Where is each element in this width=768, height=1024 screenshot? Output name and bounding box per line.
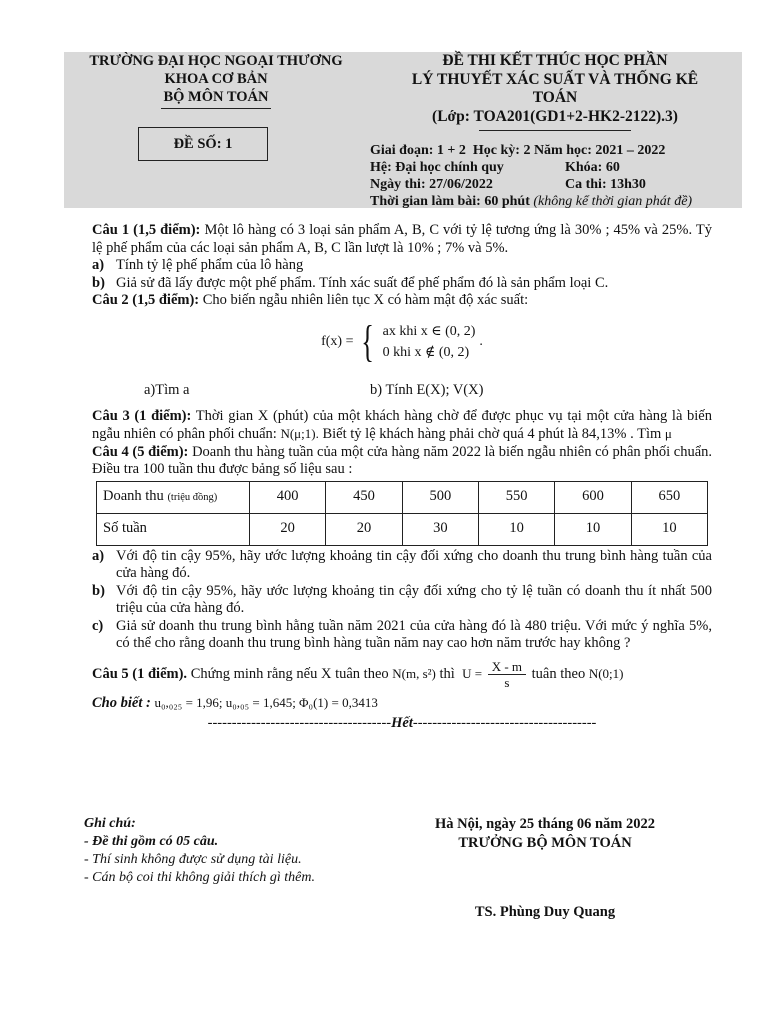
question-4-part-c	[92, 618, 712, 653]
case-1: ax khi x ∈ (0, 2)	[382, 323, 476, 339]
faculty-name: KHOA CƠ BẢN	[164, 71, 268, 87]
question-2	[92, 292, 712, 310]
question-2-part-a: a)Tìm a	[144, 381, 190, 398]
stage: Giai đoạn: 1 + 2	[370, 143, 466, 158]
given-label: Cho biết :	[92, 694, 151, 711]
note-line: - Cán bộ coi thi không giải thích gì thêm.	[84, 870, 315, 885]
table-row	[97, 481, 708, 513]
exam-date: Ngày thi: 27/06/2022	[370, 177, 493, 192]
exam-content	[92, 222, 712, 733]
fraction-numerator: X - m	[488, 659, 526, 675]
function-cases	[383, 321, 476, 363]
exam-title-block	[370, 52, 740, 131]
signer-name: TS. Phùng Duy Quang	[474, 904, 616, 920]
end-text: Hết	[391, 715, 413, 731]
mu-symbol: μ	[664, 426, 672, 441]
question-2-text: Cho biến ngẫu nhiên liên tục X có hàm mật độ xác suất:	[202, 292, 529, 308]
note-line: - Thí sinh không được sử dụng tài liệu.	[84, 852, 302, 867]
given-formula: u₀,₀₂₅ = 1,96; u₀,₀₅ = 1,645; Φ₀(1) = 0,3413	[154, 694, 378, 710]
table-cell: 650	[631, 481, 707, 513]
question-5-text-end: tuân theo	[531, 665, 586, 682]
exam-duration: Thời gian làm bài: 60 phút	[370, 194, 530, 209]
question-2-part-b: b) Tính E(X); V(X)	[370, 381, 484, 398]
function-lhs: f(x) =	[321, 333, 354, 349]
notes-block	[84, 815, 346, 887]
table-cell: 500	[402, 481, 478, 513]
standard-normal: N(0;1)	[588, 665, 624, 681]
school-name: TRƯỜNG ĐẠI HỌC NGOẠI THƯƠNG	[89, 53, 343, 69]
question-2-parts	[92, 372, 712, 408]
function-end: .	[479, 333, 483, 349]
table-cell: 450	[326, 481, 402, 513]
row-unit: (triệu đồng)	[167, 491, 218, 503]
study-system: Hệ: Đại học chính quy	[370, 160, 504, 175]
question-4-part-a	[92, 548, 712, 583]
exam-info	[370, 142, 742, 210]
subject-title-cont: TOÁN	[532, 89, 578, 106]
part-text: Với độ tin cậy 95%, hãy ước lượng khoảng tin cậy đối xứng cho tỷ lệ tuần có doanh thu ít nhất 500 triệu của cửa hàng đó.	[116, 582, 712, 616]
subject-title: LÝ THUYẾT XÁC SUẤT VÀ THỐNG KÊ	[411, 70, 699, 88]
dashes-right: --------------------------------------	[412, 715, 597, 731]
table-cell: 400	[250, 481, 326, 513]
given-values	[92, 694, 712, 713]
question-1-title: Câu 1 (1,5 điểm):	[92, 222, 201, 238]
table-cell: 10	[478, 513, 554, 545]
part-text: Giả sử đã lấy được một phế phẩm. Tính xác suất để phế phẩm đó là sản phẩm loại C.	[116, 274, 609, 291]
note-line: - Đề thi gồm có 05 câu.	[84, 834, 219, 849]
part-text: Giả sử doanh thu trung bình hằng tuần năm 2021 của cửa hàng đó là 480 triệu. Với mức ý nghĩa 5%, có thể cho rằng doanh thu trung bình hàng tuần năm nay cao hơn năm trước hay không ?	[116, 617, 712, 651]
table-cell: 600	[555, 481, 631, 513]
question-4-part-b	[92, 583, 712, 618]
question-1-part-a	[92, 257, 712, 275]
table-cell: 20	[326, 513, 402, 545]
question-2-title: Câu 2 (1,5 điểm):	[92, 292, 200, 308]
question-4-text: Doanh thu hàng tuần của một cửa hàng năm 2022 là biến ngẫu nhiên có phân phối chuẩn. Điều tra 100 tuần thu được bảng số liệu sau :	[92, 443, 713, 477]
case-2: 0 khi x ∉ (0, 2)	[382, 344, 470, 360]
question-3-text: Thời gian X (phút) của một khách hàng chờ để được phục vụ tại một cửa hàng là biến ngẫu nhiên có phân phối chuẩn:	[92, 407, 712, 442]
part-text: Tính tỷ lệ phế phẩm của lô hàng	[116, 257, 304, 273]
question-1	[92, 222, 712, 257]
table-cell: 30	[402, 513, 478, 545]
place-date: Hà Nội, ngày 25 tháng 06 năm 2022	[435, 816, 655, 832]
notes-title: Ghi chú:	[84, 816, 136, 831]
semester-year: Học kỳ: 2 Năm học: 2021 – 2022	[472, 143, 666, 158]
table-header-cell: Số tuần	[97, 513, 250, 545]
brace-icon: {	[361, 316, 375, 366]
class-code: (Lớp: TOA201(GD1+2-HK2-2122).3)	[432, 107, 678, 125]
exam-title: ĐỀ THI KẾT THÚC HỌC PHẦN	[442, 52, 668, 69]
question-5-text: Chứng minh rằng nếu X tuân theo	[190, 665, 389, 682]
normal-distribution: N(m, s²)	[392, 665, 436, 681]
question-4	[92, 444, 712, 479]
duration-note: (không kể thời gian phát đề)	[533, 194, 693, 209]
exam-number-box: ĐỀ SỐ: 1	[138, 127, 268, 161]
part-text: Với độ tin cậy 95%, hãy ước lượng khoảng tin cậy đối xứng cho doanh thu trung bình hàng tuần của cửa hàng đó.	[116, 547, 712, 581]
question-3-text-cont: Biết tỷ lệ khách hàng phải chờ quá 4 phút là 84,13% . Tìm	[322, 426, 662, 442]
fraction-denominator: s	[504, 674, 510, 690]
divider	[161, 108, 271, 109]
part-label: b)	[92, 274, 105, 291]
course: Khóa: 60	[565, 160, 620, 175]
question-5	[92, 659, 712, 690]
end-marker	[92, 715, 712, 733]
question-4-title: Câu 4 (5 điểm):	[92, 443, 189, 460]
institution-block	[66, 52, 366, 109]
question-5-title: Câu 5 (1 điểm).	[92, 665, 188, 682]
question-1-text: Một lô hàng có 3 loại sản phẩm A, B, C với tỷ lệ tương ứng là 30% ; 45% và 25%. Tỷ lệ phế phẩm của các loại sản phẩm A, B, C lần lượt là 10% ; 7% và 5%.	[92, 222, 712, 256]
exam-shift: Ca thi: 13h30	[565, 177, 646, 192]
table-header-cell	[97, 481, 250, 513]
table-cell: 550	[478, 481, 554, 513]
department-name: BỘ MÔN TOÁN	[163, 89, 269, 105]
signature-block	[400, 815, 690, 853]
table-cell: 10	[555, 513, 631, 545]
density-function	[92, 316, 712, 366]
question-1-part-b	[92, 275, 712, 293]
question-5-text-cont: thì	[439, 665, 455, 682]
question-3-title: Câu 3 (1 điểm):	[92, 407, 192, 424]
signer-role: TRƯỞNG BỘ MÔN TOÁN	[458, 835, 632, 851]
part-label: a)	[92, 257, 105, 273]
part-label: b)	[92, 582, 105, 599]
question-3	[92, 408, 712, 444]
revenue-table	[96, 481, 708, 546]
u-lhs: U =	[462, 665, 483, 681]
u-fraction	[488, 659, 526, 690]
normal-distribution: N(μ;1).	[280, 426, 319, 441]
part-label: a)	[92, 547, 105, 564]
dashes-left: --------------------------------------	[207, 715, 392, 731]
table-row	[97, 513, 708, 545]
table-cell: 10	[631, 513, 707, 545]
divider	[479, 130, 631, 131]
table-cell: 20	[250, 513, 326, 545]
row-label: Doanh thu	[103, 487, 164, 504]
part-label: c)	[92, 617, 104, 634]
